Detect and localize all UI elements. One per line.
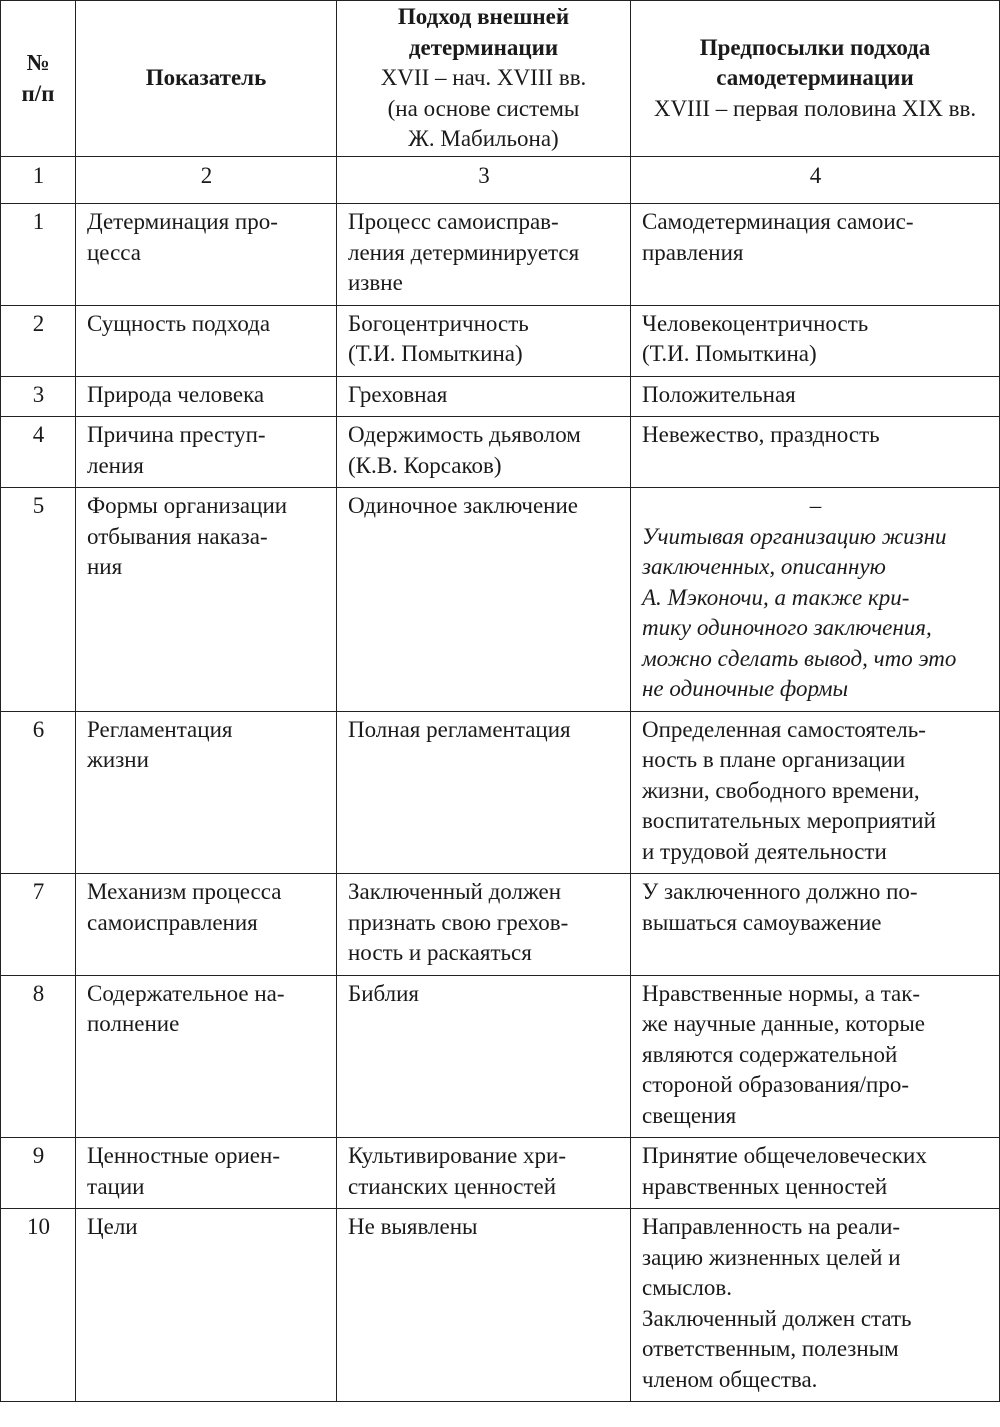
self-cell-line: (Т.И. Помыткина) xyxy=(642,341,817,366)
table-row xyxy=(1,1138,1000,1209)
external-cell-line: Процесс самоисправ- xyxy=(348,209,559,234)
external-cell xyxy=(337,204,631,306)
external-cell-line: Не выявлены xyxy=(348,1214,478,1239)
header-indicator: Показатель xyxy=(76,1,337,157)
self-cell xyxy=(631,1209,1000,1402)
external-cell xyxy=(337,488,631,712)
self-cell-line: ность в плане организации xyxy=(642,747,906,772)
table-header-row xyxy=(1,1,1000,157)
external-cell-line: Библия xyxy=(348,980,420,1006)
self-cell-line: смыслов. xyxy=(642,1275,733,1300)
indicator-cell-line: жизни xyxy=(87,747,149,772)
self-cell-line: правления xyxy=(642,239,744,265)
self-cell xyxy=(631,874,1000,976)
self-cell-line: вышаться самоуважение xyxy=(642,909,882,935)
external-cell-line: Одержимость дьяволом xyxy=(348,422,581,447)
table-row xyxy=(1,975,1000,1138)
indicator-cell-line: Регламентация xyxy=(87,716,233,742)
self-cell-line: Человекоцентричность xyxy=(642,310,869,336)
indicator-cell-line: Цели xyxy=(87,1214,138,1239)
self-cell-note-line: А. Мэконочи, а также кри- xyxy=(642,584,910,610)
header-number: № п/п xyxy=(1,1,76,157)
row-number: 3 xyxy=(1,376,76,417)
indicator-cell xyxy=(76,204,337,306)
column-number: 2 xyxy=(76,157,337,204)
column-number: 3 xyxy=(337,157,631,204)
header-external-determination: Подход внешней детерминации XVII – нач. XVIII вв. (на основе системы Ж. Мабильона) xyxy=(337,1,631,157)
self-cell-note-line: не одиночные формы xyxy=(642,676,849,701)
indicator-cell xyxy=(76,975,337,1138)
self-cell-line: У заключенного должно по- xyxy=(642,879,918,904)
external-cell-line: Одиночное заключение xyxy=(348,493,578,518)
indicator-cell xyxy=(76,1138,337,1209)
self-cell xyxy=(631,488,1000,712)
self-cell xyxy=(631,376,1000,417)
self-cell-note-line: Учитывая организацию жизни xyxy=(642,523,947,549)
external-cell-line: Культивирование хри- xyxy=(348,1143,567,1168)
self-cell-line: Нравственные нормы, а так- xyxy=(642,980,921,1006)
table-row xyxy=(1,417,1000,488)
table-row xyxy=(1,305,1000,376)
indicator-cell xyxy=(76,711,337,874)
self-cell xyxy=(631,1138,1000,1209)
column-numbers-row xyxy=(1,157,1000,204)
row-number: 6 xyxy=(1,711,76,874)
self-cell xyxy=(631,305,1000,376)
self-cell-line: зацию жизненных целей и xyxy=(642,1244,901,1270)
indicator-cell-line: Природа человека xyxy=(87,381,265,407)
self-cell xyxy=(631,417,1000,488)
self-cell-line: Невежество, праздность xyxy=(642,422,880,447)
external-cell-line: Богоцентричность xyxy=(348,310,529,336)
indicator-cell-line: Детерминация про- xyxy=(87,209,278,234)
external-cell-line: стианских ценностей xyxy=(348,1173,557,1199)
indicator-cell-line: самоисправления xyxy=(87,909,258,935)
external-cell xyxy=(337,305,631,376)
self-cell-line: и трудовой деятельности xyxy=(642,838,887,864)
row-number: 10 xyxy=(1,1209,76,1402)
row-number: 1 xyxy=(1,204,76,306)
table-row xyxy=(1,204,1000,306)
table-row xyxy=(1,874,1000,976)
dash-mark: – xyxy=(809,493,822,518)
self-cell-line: Определенная самостоятель- xyxy=(642,716,926,742)
indicator-cell-line: полнение xyxy=(87,1011,180,1036)
self-cell-note-line: заключенных, описанную xyxy=(642,554,886,579)
row-number: 2 xyxy=(1,305,76,376)
indicator-cell-line: тации xyxy=(87,1173,145,1199)
row-number: 9 xyxy=(1,1138,76,1209)
indicator-cell-line: Механизм процесса xyxy=(87,879,282,904)
self-cell-line: являются содержательной xyxy=(642,1041,898,1067)
external-cell-line: (К.В. Корсаков) xyxy=(348,452,502,478)
indicator-cell xyxy=(76,305,337,376)
self-cell xyxy=(631,711,1000,874)
indicator-cell-line: цесса xyxy=(87,239,141,265)
indicator-cell xyxy=(76,417,337,488)
self-cell-line: свещения xyxy=(642,1102,737,1128)
indicator-cell-line: ления xyxy=(87,452,144,478)
self-cell-line: же научные данные, которые xyxy=(642,1011,925,1036)
indicator-cell-line: Содержательное на- xyxy=(87,980,285,1006)
external-cell-line: ления детерминируется xyxy=(348,239,580,265)
external-cell-line: ность и раскаяться xyxy=(348,940,532,965)
self-cell-note-line: тику одиночного заключения, xyxy=(642,615,932,640)
column-number: 4 xyxy=(631,157,1000,204)
self-cell-note-line: можно сделать вывод, что это xyxy=(642,645,957,671)
indicator-cell-line: Причина преступ- xyxy=(87,422,266,447)
external-cell-line: (Т.И. Помыткина) xyxy=(348,341,523,366)
row-number: 8 xyxy=(1,975,76,1138)
self-cell-line: Заключенный должен стать xyxy=(642,1305,912,1331)
row-number: 4 xyxy=(1,417,76,488)
external-cell-line: извне xyxy=(348,270,403,295)
external-cell-line: признать свою грехов- xyxy=(348,909,569,935)
external-cell xyxy=(337,1138,631,1209)
self-cell-line: членом общества. xyxy=(642,1366,818,1392)
self-cell xyxy=(631,975,1000,1138)
indicator-cell-line: Ценностные ориен- xyxy=(87,1143,280,1168)
self-cell-line: воспитательных мероприятий xyxy=(642,808,936,833)
self-cell-line: нравственных ценностей xyxy=(642,1173,888,1199)
indicator-cell-line: отбывания наказа- xyxy=(87,523,268,549)
external-cell xyxy=(337,376,631,417)
column-number: 1 xyxy=(1,157,76,204)
table-row xyxy=(1,376,1000,417)
self-cell-line: ответственным, полезным xyxy=(642,1336,899,1361)
self-cell-line: Принятие общечеловеческих xyxy=(642,1143,927,1168)
indicator-cell xyxy=(76,376,337,417)
table-row xyxy=(1,488,1000,712)
header-self-determination: Предпосылки подхода самодетерминации XVIII – первая половина XIX вв. xyxy=(631,1,1000,157)
external-cell-line: Греховная xyxy=(348,381,448,407)
indicator-cell xyxy=(76,488,337,712)
self-cell-line: жизни, свободного времени, xyxy=(642,777,920,803)
external-cell xyxy=(337,417,631,488)
self-cell-line: Самодетерминация самоис- xyxy=(642,209,914,234)
external-cell xyxy=(337,711,631,874)
self-cell-line: Положительная xyxy=(642,381,796,407)
indicator-cell xyxy=(76,1209,337,1402)
self-cell-line: стороной образования/про- xyxy=(642,1072,910,1097)
table-row xyxy=(1,1209,1000,1402)
external-cell xyxy=(337,874,631,976)
external-cell xyxy=(337,1209,631,1402)
self-cell xyxy=(631,204,1000,306)
indicator-cell-line: Формы организации xyxy=(87,493,288,518)
row-number: 5 xyxy=(1,488,76,712)
indicator-cell xyxy=(76,874,337,976)
indicator-cell-line: ния xyxy=(87,554,123,579)
row-number: 7 xyxy=(1,874,76,976)
external-cell-line: Заключенный должен xyxy=(348,879,562,904)
external-cell xyxy=(337,975,631,1138)
self-cell-line: Направленность на реали- xyxy=(642,1214,901,1239)
table-row xyxy=(1,711,1000,874)
external-cell-line: Полная регламентация xyxy=(348,716,571,742)
indicator-cell-line: Сущность подхода xyxy=(87,310,271,336)
